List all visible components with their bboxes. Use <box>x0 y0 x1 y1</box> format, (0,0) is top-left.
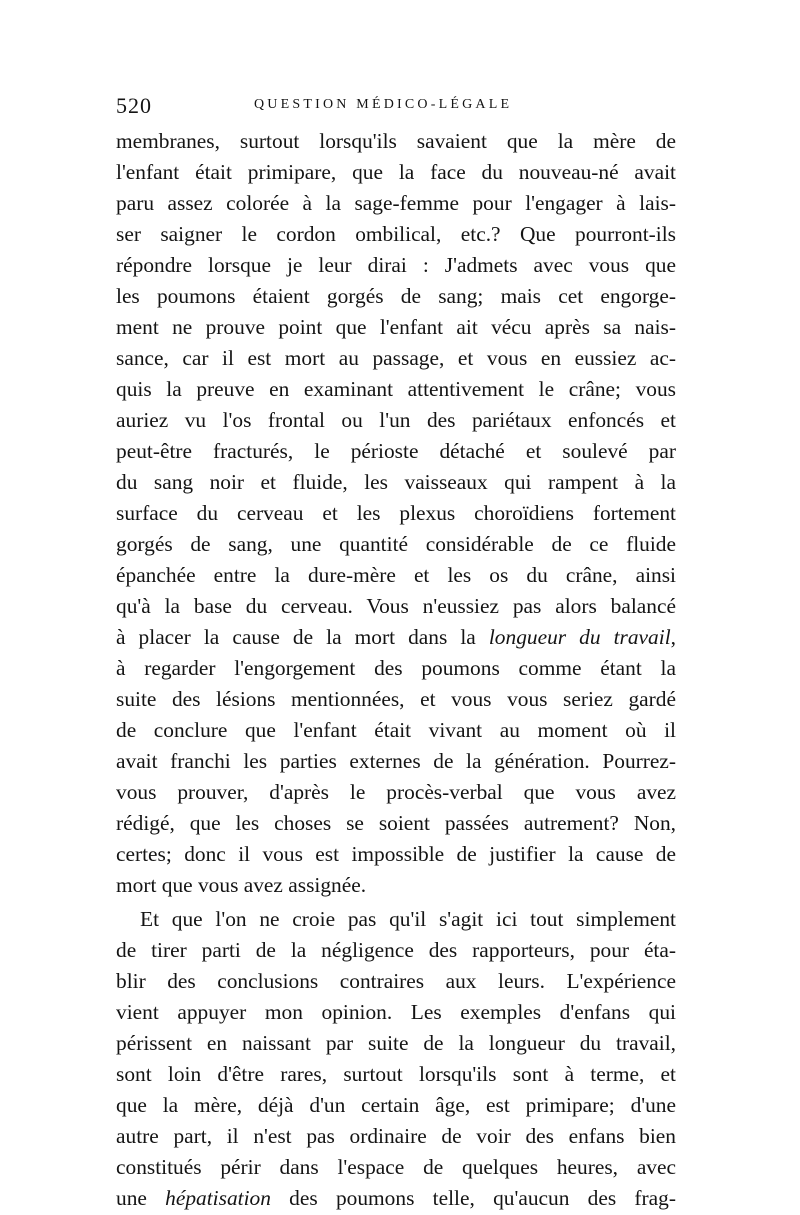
text-line: répondre lorsque je leur dirai : J'admets avec vous que <box>116 253 676 277</box>
text-line: certes; donc il vous est impossible de justifier la cause de <box>116 842 676 866</box>
running-title: QUESTION MÉDICO-LÉGALE <box>254 97 513 112</box>
text-line: autre part, il n'est pas ordinaire de voir des enfans bien <box>116 1124 676 1148</box>
text-line: vous prouver, d'après le procès-verbal que vous avez <box>116 780 676 804</box>
text-line: épanchée entre la dure-mère et les os du crâne, ainsi <box>116 563 676 587</box>
text-line: sont loin d'être rares, surtout lorsqu'ils sont à terme, et <box>116 1062 676 1086</box>
text-line: du sang noir et fluide, les vaisseaux qui rampent à la <box>116 470 676 494</box>
italic-phrase: longueur du travail <box>488 625 671 649</box>
text-line: l'enfant était primipare, que la face du nouveau-né avait <box>116 160 676 184</box>
italic-phrase: hépatisation <box>165 1186 271 1210</box>
text-line: paru assez colorée à la sage-femme pour l'engager à lais- <box>116 191 676 215</box>
text-line: ment ne prouve point que l'enfant ait vécu après sa nais- <box>116 315 676 339</box>
text-line: avait franchi les parties externes de la génération. Pourrez- <box>116 749 676 773</box>
text-line <box>116 1183 676 1214</box>
text-line: rédigé, que les choses se soient passées autrement? Non, <box>116 811 676 835</box>
body-text <box>116 126 676 1214</box>
text-line: périssent en naissant par suite de la longueur du travail, <box>116 1031 676 1055</box>
text-segment: à placer la cause de la mort dans la <box>116 625 489 649</box>
text-line: peut-être fracturés, le périoste détaché et soulevé par <box>116 439 676 463</box>
page-number: 520 <box>116 93 152 118</box>
text-line: mort que vous avez assignée. <box>116 873 367 897</box>
text-line: auriez vu l'os frontal ou l'un des pariétaux enfoncés et <box>116 408 676 432</box>
paragraph <box>116 904 676 1214</box>
paragraph <box>116 126 676 901</box>
text-line: vient appuyer mon opinion. Les exemples d'enfans qui <box>116 1000 676 1024</box>
text-line: constitués périr dans l'espace de quelques heures, avec <box>116 1155 676 1179</box>
text-line: qu'à la base du cerveau. Vous n'eussiez pas alors balancé <box>116 594 676 618</box>
text-line: à regarder l'engorgement des poumons comme étant la <box>116 656 676 680</box>
text-line: que la mère, déjà d'un certain âge, est primipare; d'une <box>116 1093 676 1117</box>
text-segment: , <box>670 625 676 649</box>
text-line <box>116 622 676 653</box>
text-line: gorgés de sang, une quantité considérable de ce fluide <box>116 532 676 556</box>
text-line: quis la preuve en examinant attentivement le crâne; vous <box>116 377 676 401</box>
text-line: ser saigner le cordon ombilical, etc.? Que pourront-ils <box>116 222 676 246</box>
text-line: membranes, surtout lorsqu'ils savaient que la mère de <box>116 129 676 153</box>
text-line: sance, car il est mort au passage, et vous en eussiez ac- <box>116 346 676 370</box>
running-head <box>116 93 678 123</box>
text-line: suite des lésions mentionnées, et vous vous seriez gardé <box>116 687 676 711</box>
text-line: Et que l'on ne croie pas qu'il s'agit ici tout simplement <box>140 907 676 931</box>
text-line: surface du cerveau et les plexus choroïdiens fortement <box>116 501 676 525</box>
text-line: de conclure que l'enfant était vivant au moment où il <box>116 718 676 742</box>
text-line: les poumons étaient gorgés de sang; mais cet engorge- <box>116 284 676 308</box>
text-segment: une <box>116 1186 166 1210</box>
text-line: blir des conclusions contraires aux leurs. L'expérience <box>116 969 676 993</box>
text-line: de tirer parti de la négligence des rapporteurs, pour éta- <box>116 938 676 962</box>
text-segment: des poumons telle, qu'aucun des frag- <box>270 1186 676 1210</box>
